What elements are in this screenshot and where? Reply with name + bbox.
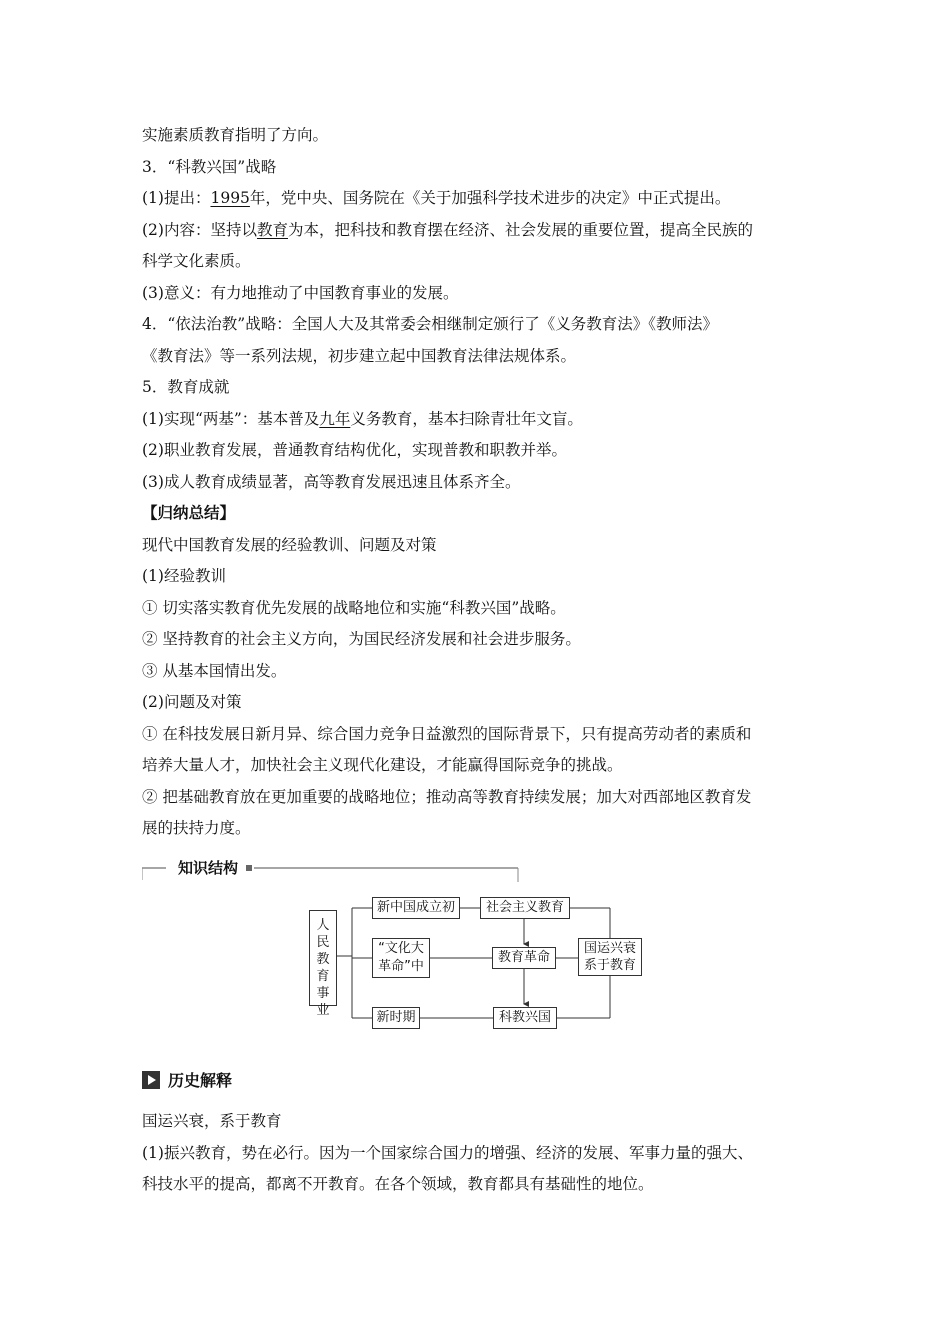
history-text xyxy=(142,1106,812,1201)
text-segment: ③ 从基本国情出发。 xyxy=(142,661,287,680)
text-segment: ② 把基础教育放在更加重要的战略地位；推动高等教育持续发展；加大对西部地区教育发 xyxy=(142,787,752,806)
text-line: 国运兴衰，系于教育 xyxy=(142,1112,282,1130)
text-segment: ② 坚持教育的社会主义方向，为国民经济发展和社会进步服务。 xyxy=(142,630,581,648)
text-line xyxy=(142,152,812,184)
play-icon xyxy=(142,1071,160,1089)
box-education-revolution: 教育革命 xyxy=(492,947,556,969)
text-line xyxy=(142,435,812,467)
text-segment: ① 切实落实教育优先发展的战略地位和实施“科教兴国”战略。 xyxy=(142,598,566,617)
text-line xyxy=(142,215,812,247)
text-segment: (3)意义：有力地推动了中国教育事业的发展。 xyxy=(142,283,459,302)
underlined-term: 九年 xyxy=(319,409,351,428)
text-line xyxy=(142,561,812,593)
text-line xyxy=(142,372,812,404)
text-line xyxy=(142,782,812,814)
text-line xyxy=(142,341,812,373)
text-segment: (2)内容：坚持以 xyxy=(142,220,257,239)
text-line xyxy=(142,624,812,656)
history-section-title: 历史解释 xyxy=(168,1071,233,1090)
text-line xyxy=(142,530,812,562)
text-line xyxy=(142,246,812,278)
text-line xyxy=(142,467,812,499)
text-segment: ① 在科技发展日新月异、综合国力竞争日益激烈的国际背景下，只有提高劳动者的素质和 xyxy=(142,724,752,743)
box-cultural-revolution: “文化大革命”中 xyxy=(372,938,430,978)
text-segment: (2)问题及对策 xyxy=(142,693,242,711)
text-line xyxy=(142,656,812,688)
knowledge-structure-title: 知识结构 xyxy=(172,858,244,878)
text-line xyxy=(142,309,812,341)
text-line xyxy=(142,719,812,751)
text-segment: 展的扶持力度。 xyxy=(142,819,251,837)
text-segment: 3．“科教兴国”战略 xyxy=(142,157,277,176)
text-segment: 义务教育，基本扫除青壮年文盲。 xyxy=(350,409,583,428)
text-line xyxy=(142,593,812,625)
text-line: 科技水平的提高，都离不开教育。在各个领域，教育都具有基础性的地位。 xyxy=(142,1175,654,1193)
text-segment: 科学文化素质。 xyxy=(142,252,251,270)
text-segment: 年，党中央、国务院在《关于加强科学技术进步的决定》中正式提出。 xyxy=(249,189,731,207)
text-line xyxy=(142,750,812,782)
text-segment: (2)职业教育发展，普通教育结构优化，实现普教和职教并举。 xyxy=(142,441,567,459)
section-label: 【归纳总结】 xyxy=(142,504,236,522)
text-line xyxy=(142,813,812,845)
text-line xyxy=(142,278,812,310)
text-line xyxy=(142,498,812,530)
box-new-china: 新中国成立初 xyxy=(372,897,460,919)
text-segment: 4．“依法治教”战略：全国人大及其常委会相继制定颁行了《义务教育法》《教师法》 xyxy=(142,315,718,333)
underlined-term: 1995 xyxy=(210,189,250,207)
text-segment: (1)提出： xyxy=(142,189,211,207)
text-segment: (1)实现“两基”：基本普及 xyxy=(142,409,320,428)
text-line xyxy=(142,687,812,719)
box-new-period: 新时期 xyxy=(372,1007,420,1029)
text-line xyxy=(142,120,812,152)
text-line xyxy=(142,404,812,436)
text-segment: 5．教育成就 xyxy=(142,378,230,396)
main-text xyxy=(142,120,812,845)
underlined-term: 教育 xyxy=(256,220,288,239)
knowledge-structure-banner xyxy=(142,858,522,888)
box-socialist-education: 社会主义教育 xyxy=(480,897,570,919)
history-section-header xyxy=(142,1068,232,1091)
text-line xyxy=(142,183,812,215)
text-segment: (1)经验教训 xyxy=(142,567,226,585)
text-segment: (3)成人教育成绩显著，高等教育发展迅速且体系齐全。 xyxy=(142,472,521,491)
text-line: (1)振兴教育，势在必行。因为一个国家综合国力的增强、经济的发展、军事力量的强大、 xyxy=(142,1143,753,1162)
text-segment: 为本，把科技和教育摆在经济、社会发展的重要位置，提高全民族的 xyxy=(287,220,753,239)
box-national-fate: 国运兴衰系于教育 xyxy=(578,938,642,976)
text-segment: 实施素质教育指明了方向。 xyxy=(142,126,329,144)
text-segment: 《教育法》等一系列法规，初步建立起中国教育法律法规体系。 xyxy=(142,346,577,365)
box-kejiao-xingguo: 科教兴国 xyxy=(493,1007,557,1029)
knowledge-structure-diagram xyxy=(300,888,660,1048)
text-segment: 现代中国教育发展的经验教训、问题及对策 xyxy=(142,535,437,554)
text-segment: 培养大量人才，加快社会主义现代化建设，才能赢得国际竞争的挑战。 xyxy=(142,756,623,774)
box-people-education: 人民教育事业 xyxy=(309,910,337,1006)
